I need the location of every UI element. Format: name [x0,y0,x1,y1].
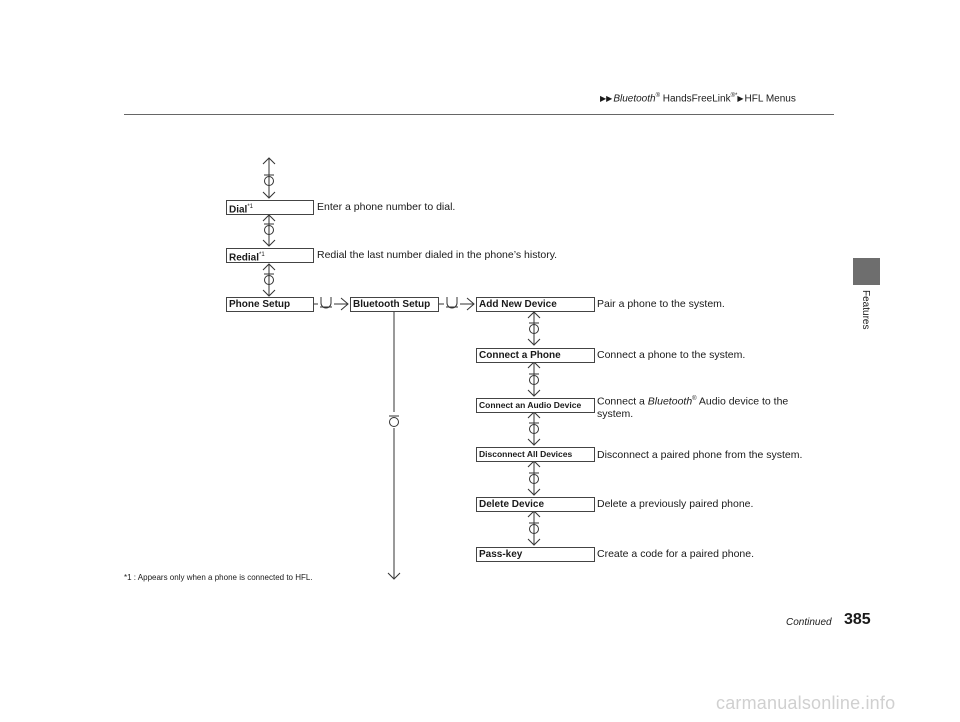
footnote-mark: *1 [247,204,254,210]
breadcrumb-section: HFL Menus [744,93,796,105]
menu-item-dial-label: Dial [229,204,248,215]
pass-key-description: Create a code for a paired phone. [597,548,755,560]
dial-description: Enter a phone number to dial. [317,201,456,213]
redial-phone-setup-connector [263,264,275,296]
watermark: carmanualsonline.info [716,693,896,713]
footnote: *1 : Appears only when a phone is connected to HFL. [124,573,313,582]
footnote-mark: *1 [259,252,265,258]
bluetooth-to-add-device-connector [438,296,474,310]
menu-item-dial [226,200,314,215]
delete-passkey-connector [528,511,540,545]
dial-redial-connector [263,215,275,246]
connect-audio-description: Connect a Bluetooth® Audio device to the system. [597,395,789,420]
menu-item-phone-setup: Phone Setup [226,297,314,312]
menu-item-disconnect-all-devices: Disconnect All Devices [476,447,595,462]
phone-setup-to-bluetooth-connector [312,296,348,310]
breadcrumb-arrow-icon: ▶▶ [600,94,613,104]
breadcrumb-handsfree-mark: ®* [730,93,738,99]
menu-item-redial [226,248,314,263]
menu-item-connect-phone: Connect a Phone [476,348,595,363]
menu-item-pass-key: Pass-key [476,547,595,562]
breadcrumb-reg-mark: ® [655,93,660,99]
menu-item-bluetooth-setup: Bluetooth Setup [350,297,439,312]
continued-label: Continued [786,617,832,628]
redial-description: Redial the last number dialed in the phone’s history. [317,249,558,261]
breadcrumb-arrow-icon: ▶ [737,94,744,104]
add-connect-connector [528,312,540,345]
breadcrumb-handsfree: HandsFreeLink [660,93,731,105]
add-new-device-description: Pair a phone to the system. [597,298,725,310]
dial-top-connector [263,158,275,198]
connect-audio-connector [528,362,540,396]
menu-item-add-new-device: Add New Device [476,297,595,312]
bluetooth-setup-long-connector [386,311,402,579]
disconnect-delete-connector [528,461,540,495]
breadcrumb-bluetooth: Bluetooth [613,93,656,105]
section-tab-label: Features [860,290,871,330]
audio-disconnect-connector [528,412,540,445]
disconnect-all-description: Disconnect a paired phone from the system. [597,449,803,461]
connect-phone-description: Connect a phone to the system. [597,349,746,361]
delete-device-description: Delete a previously paired phone. [597,498,754,510]
menu-item-redial-label: Redial [229,252,260,263]
menu-item-delete-device: Delete Device [476,497,595,512]
menu-item-connect-audio-device: Connect an Audio Device [476,398,595,413]
page-number: 385 [844,611,871,628]
